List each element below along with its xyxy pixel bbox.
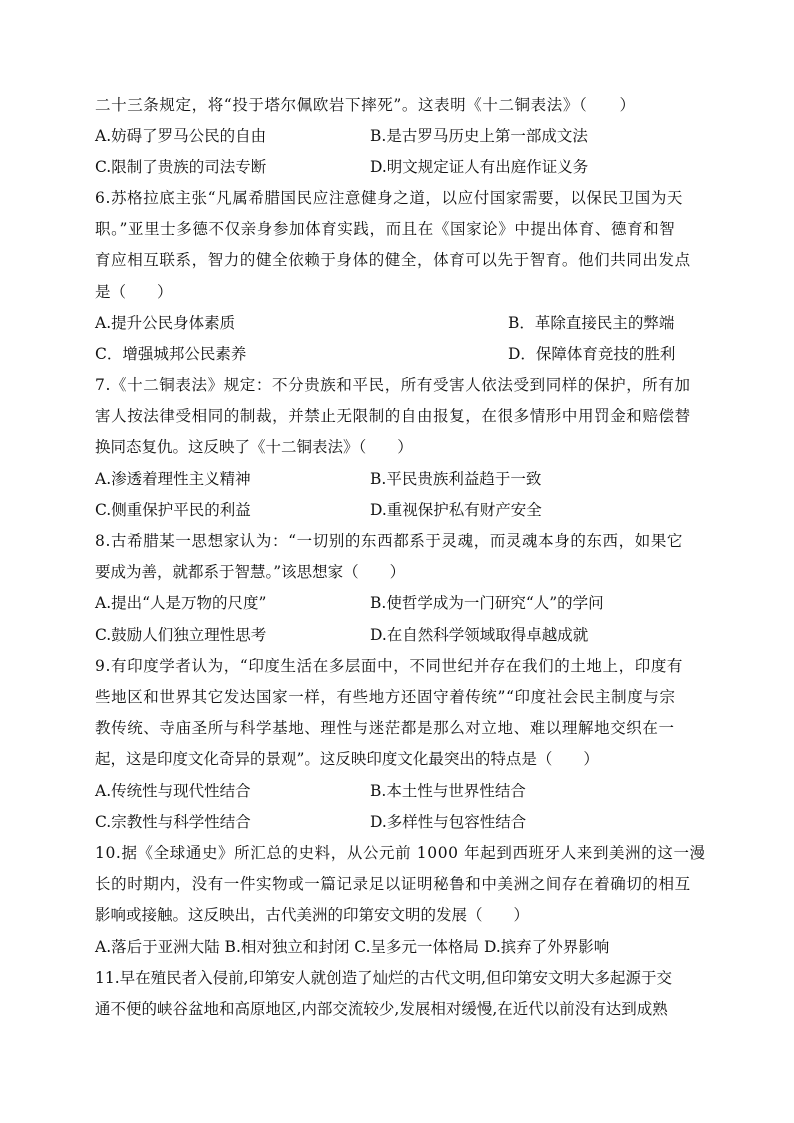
q5-option-b: B.是古罗马历史上第一部成文法: [370, 127, 588, 145]
q8-stem-line: 要成为善，就都系于智慧。”该思想家（ ）: [95, 563, 406, 581]
q9-stem-line: 起，这是印度文化奇异的景观”。这反映印度文化最突出的特点是（ ）: [95, 750, 599, 768]
q9-option-d: D.多样性与包容性结合: [370, 813, 527, 831]
q5-option-a: A.妨碍了罗马公民的自由: [95, 127, 267, 145]
q9-stem-line: 些地区和世界其它发达国家一样，有些地方还固守着传统”“印度社会民主制度与宗: [95, 688, 676, 706]
q8-stem-line: 8.古希腊某一思想家认为：“一切别的东西都系于灵魂，而灵魂本身的东西，如果它: [95, 532, 684, 550]
q6-option-a: A.提升公民身体素质: [95, 314, 236, 332]
q7-option-c: C.侧重保护平民的利益: [95, 501, 251, 519]
q5-option-d: D.明文规定证人有出庭作证义务: [370, 158, 589, 176]
q7-option-b: B.平民贵族利益趋于一致: [370, 470, 542, 488]
q8-option-b: B.使哲学成为一门研究“人”的学问: [370, 594, 604, 612]
q7-option-a: A.渗透着理性主义精神: [95, 470, 251, 488]
q6-stem-line: 是（ ）: [95, 283, 173, 301]
q9-option-c: C.宗教性与科学性结合: [95, 813, 251, 831]
q6-stem-line: 职。”亚里士多德不仅亲身参加体育实践，而且在《国家论》中提出体育、德育和智: [95, 220, 676, 238]
q6-option-c: C．增强城邦公民素养: [95, 345, 247, 363]
q10-options: A.落后于亚洲大陆 B.相对独立和封闭 C.呈多元一体格局 D.摈弃了外界影响: [95, 938, 610, 956]
q10-stem-line: 影响或接触。这反映出，古代美洲的印第安文明的发展（ ）: [95, 906, 530, 924]
q11-stem-line: 11.早在殖民者入侵前,印第安人就创造了灿烂的古代文明,但印第安文明大多起源于交: [95, 969, 673, 987]
q8-option-d: D.在自然科学领域取得卓越成就: [370, 626, 589, 644]
q8-option-c: C.鼓励人们独立理性思考: [95, 626, 267, 644]
q9-stem-line: 9.有印度学者认为，“印度生活在多层面中，不同世纪并存在我们的土地上，印度有: [95, 657, 684, 675]
q5-option-c: C.限制了贵族的司法专断: [95, 158, 267, 176]
q6-option-b: B．革除直接民主的弊端: [508, 314, 675, 332]
q7-stem-line: 7.《十二铜表法》规定：不分贵族和平民，所有受害人依法受到同样的保护，所有加: [95, 376, 691, 394]
q10-stem-line: 10.据《全球通史》所汇总的史料，从公元前 1000 年起到西班牙人来到美洲的这一漫: [95, 844, 706, 862]
q9-option-a: A.传统性与现代性结合: [95, 782, 251, 800]
q11-stem-line: 通不便的峡谷盆地和高原地区,内部交流较少,发展相对缓慢,在近代以前没有达到成熟: [95, 1000, 668, 1018]
q7-stem-line: 换同态复仇。这反映了《十二铜表法》（ ）: [95, 438, 413, 456]
q9-option-b: B.本土性与世界性结合: [370, 782, 526, 800]
q6-stem-line: 育应相互联系，智力的健全依赖于身体的健全，体育可以先于智育。他们共同出发点: [95, 251, 691, 269]
q7-stem-line: 害人按法律受相同的制裁，并禁止无限制的自由报复，在很多情形中用罚金和赔偿替: [95, 407, 691, 425]
q8-option-a: A.提出“人是万物的尺度”: [95, 594, 267, 612]
q5-stem-tail: 二十三条规定，将“投于塔尔佩欧岩下摔死”。这表明《十二铜表法》（ ）: [95, 96, 636, 114]
q9-stem-line: 教传统、寺庙圣所与科学基地、理性与迷茫都是那么对立地、难以理解地交织在一: [95, 719, 675, 737]
q7-option-d: D.重视保护私有财产安全: [370, 501, 542, 519]
q10-stem-line: 长的时期内，没有一件实物或一篇记录足以证明秘鲁和中美洲之间存在着确切的相互: [95, 875, 691, 893]
q6-option-d: D．保障体育竞技的胜利: [508, 345, 676, 363]
q6-stem-line: 6.苏格拉底主张“凡属希腊国民应注意健身之道，以应付国家需要，以保民卫国为天: [95, 189, 684, 207]
